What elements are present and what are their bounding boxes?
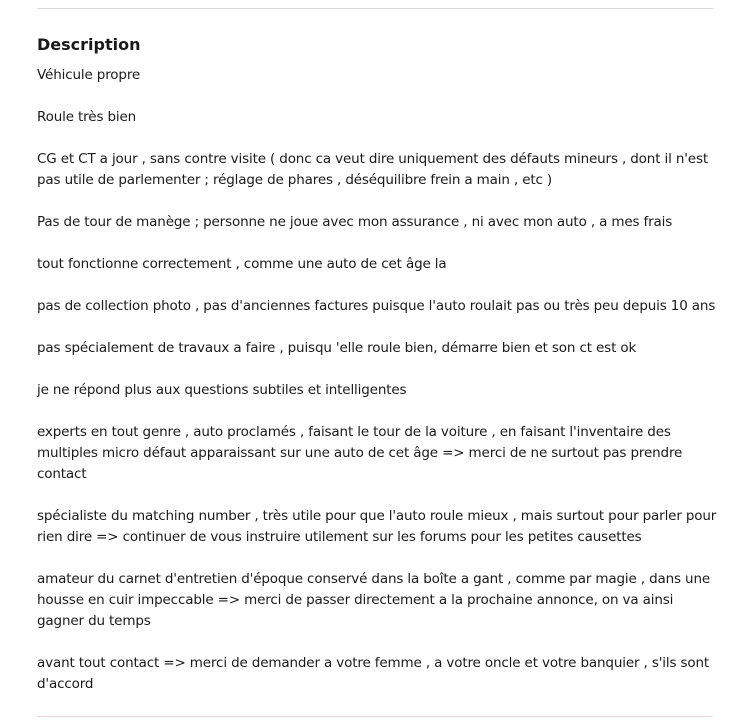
bottom-divider bbox=[37, 716, 713, 717]
description-paragraph: Pas de tour de manège ; personne ne joue avec mon assurance , ni avec mon auto , a mes frais bbox=[37, 214, 673, 230]
description-paragraph: avant tout contact => merci de demander a votre femme , a votre oncle et votre banquier , s'ils sont d'accord bbox=[37, 655, 710, 692]
description-paragraph: je ne répond plus aux questions subtiles et intelligentes bbox=[37, 382, 407, 398]
description-paragraph: Véhicule propre bbox=[37, 67, 141, 83]
description-paragraph: tout fonctionne correctement , comme une auto de cet âge la bbox=[37, 256, 447, 272]
description-paragraph: pas de collection photo , pas d'anciennes factures puisque l'auto roulait pas ou très peu depuis 10 ans bbox=[37, 298, 716, 314]
description-paragraph: amateur du carnet d'entretien d'époque conservé dans la boîte a gant , comme par magie , dans une housse en cuir impeccable => merci de passer directement a la prochaine annonce, on va ainsi gagner du temps bbox=[37, 571, 711, 629]
section-title: Description bbox=[37, 35, 141, 54]
description-paragraph: pas spécialement de travaux a faire , puisqu 'elle roule bien, démarre bien et son ct est ok bbox=[37, 340, 637, 356]
top-divider bbox=[37, 8, 713, 9]
description-paragraph: spécialiste du matching number , très utile pour que l'auto roule mieux , mais surtout pour parler pour rien dire => continuer de vous instruire utilement sur les forums pour les petites causettes bbox=[37, 508, 717, 545]
description-paragraph: CG et CT a jour , sans contre visite ( donc ca veut dire uniquement des défauts mineurs , dont il n'est pas utile de parlementer ; réglage de phares , déséquilibre frein a main , etc ) bbox=[37, 151, 708, 188]
description-paragraph: Roule très bien bbox=[37, 109, 137, 125]
description-body bbox=[37, 65, 717, 695]
description-paragraph: experts en tout genre , auto proclamés , faisant le tour de la voiture , en faisant l'inventaire des multiples micro défaut apparaissant sur une auto de cet âge => merci de ne surtout pas prendre contact bbox=[37, 424, 683, 482]
description-section bbox=[37, 33, 717, 695]
